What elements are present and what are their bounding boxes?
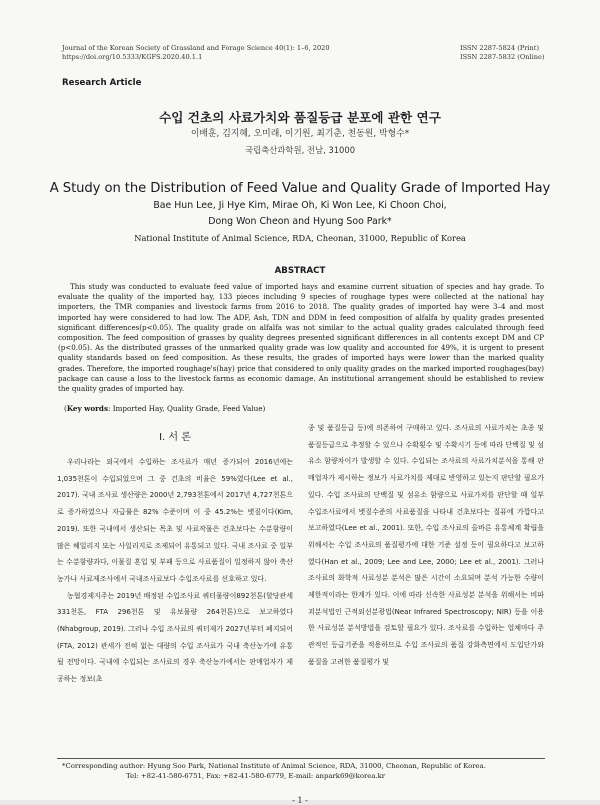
keywords-list: : Imported Hay, Quality Grade, Feed Value [108,404,263,413]
issn-online: ISSN 2287-5832 (Online) [460,53,545,62]
korean-authors: 이배훈, 김지혜, 오미래, 이기원, 최기춘, 천동원, 박형수* [190,129,410,139]
doi-link[interactable]: https://doi.org/10.5333/KGFS.2020.40.1.1 [62,53,203,62]
body-column-left [57,454,293,688]
footnote-contact: Tel: +82-41-580-6751, Fax: +82-41-580-6779, E-mail: anpark69@korea.kr [126,772,386,780]
footnote-corresponding: *Corresponding author: Hyung Soo Park, National Institute of Animal Science, RDA, 31000, Cheonan, Republic of Korea. [62,762,486,770]
page-number: - 1 - [292,796,308,805]
issn-print: ISSN 2287-5824 (Print) [460,44,540,52]
korean-title: 수입 건초의 사료가치와 품질등급 분포에 관한 연구 [159,110,441,125]
english-affiliation: National Institute of Animal Science, RDA, Cheonan, 31000, Republic of Korea [134,233,466,243]
body-column-right [308,420,544,671]
section-heading-introduction: Ⅰ. 서 론 [159,432,191,443]
abstract-heading: ABSTRACT [274,266,326,276]
journal-header [62,44,330,63]
english-authors-line2: Dong Won Cheon and Hyung Soo Park* [208,216,392,227]
footnote [62,761,486,781]
korean-affiliation: 국립축산과학원, 전남, 31000 [244,145,356,155]
keywords: (Key words: Imported Hay, Quality Grade, Feed Value) [64,404,266,413]
footnote-divider [57,758,545,759]
abstract-text: This study was conducted to evaluate feed value of imported hays and examine current situation of species and hay grade. To evaluate the quality of the imported hay, 133 pieces including 9 species of roughage types were collected at the national hay importers, the TMR companies and livestock farms from 2016 to 2018. The quality grades of imported hay were 3–4 and most imported hay were considered to had low. The ADF, Ash, TDN and DDM in feed composition of alfalfa by quality grades presented significant differences(p<0.05). The quality grade on alfalfa was not similar to the actual quality grades calculated through feed composition. The feed composition of grasses by quality degrees presented significant differences in all contents except DM and CP (p<0.05). As the distributed grasses of the unmarked quality grade was low quality and accounted for 49%, it is urgent to present quality standards based on feed composition. As these results, the grades of imported hays were lower than the marked quality grades. Therefore, the imported roughage's(hay) price that considered to only quality grades on the marked imported roughages(bay) package can cause a loss to the livestock farms as economic damage. An institutional arrangement should be established to review the quality grades of imported hay. [58,282,544,394]
english-title: A Study on the Distribution of Feed Value and Quality Grade of Imported Hay [49,181,551,196]
body-paragraph: 우리나라는 외국에서 수입하는 조사료가 매년 증가되어 2016년에는 1,035천톤이 수입되었으며 그 중 건초의 비율은 59%였다(Lee et al., 2017). 국내 조사료 생산량은 2000년 2,793천톤에서 2017년 4,727천톤으로 증가하였으나 자급률은 82% 수준이며 이 중 45.2%는 볏짚이다(Kim, 2019). 또한 국내에서 생산되는 목초 및 사료작물은 건초보다는 수분함량이 많은 헤일리지 또는 사일리지로 조제되어 유통되고 있다. 국내 조사료 중 일부는 수분함량과다, 이물질 혼입 및 부패 등으로 사료품질이 일정하지 않아 축산농가나 사료제조사에서 국내조사료보다 수입조사료를 선호하고 있다. [57,458,293,583]
article-type: Research Article [62,78,142,88]
journal-citation: Journal of the Korean Society of Grassland and Forage Science 40(1): 1–6, 2020 [62,44,330,52]
keywords-label: Key words [66,404,108,413]
english-authors-line1: Bae Hun Lee, Ji Hye Kim, Mirae Oh, Ki Won Lee, Ki Choon Choi, [153,200,447,211]
issn-block [460,44,544,63]
body-paragraph: 종 및 품질등급 등)에 의존하여 구매하고 있다. 조사료의 사료가치는 초종 및 품질등급으로 추정할 수 있으나 수확횟수 및 수확시기 등에 따라 단백질 및 섬유소 함량차이가 발생할 수 있다. 수입되는 조사료의 사료가치분석을 통해 판매업자가 제시하는 정보가 사료가치를 제대로 반영하고 있는지 판단할 필요가 있다. 수입 조사료의 단백질 및 섬유소 함량으로 사료가치를 판단할 때 일부 수입조사료에서 볏짚수준의 사료품질을 나타내 건초보다는 질퓨에 가깝다고 보고하였다(Lee et al., 2001). 또한, 수입 조사료의 올바른 유통체계 확립을 위해서는 수입 조사료의 품질평가에 대한 기준 설정 등이 필요하다고 보고하였다(Han et al., 2009; Lee and Lee, 2000; Lee et al., 2001). 그러나 조사료의 화학적 사료성분 분석은 많은 시간이 소요되며 분석 가능한 수량이 제한적이라는 한계가 있다. 이에 따라 신속한 사료성분 분석을 위해서는 비파괴분석법인 근적외선분광법(Near Infrared Spectroscopy; NIR) 등을 이용한 사료성분 분석방법을 검토할 필요가 있다. 조사료를 수입하는 업체마다 주관적인 등급기준을 적용하므로 수입 조사료의 품질 강화측면에서 도입단가와 품질을 고려한 품질평가 및 [308,424,544,666]
body-paragraph: 농협경제지주는 2019년 배정된 수입조사료 쿼터물량이892천톤(할당관세 331천톤, FTA 296천톤 및 유보물량 264천톤)으로 보고하였다(Nhabgroup, 2019). 그러나 수입 조사료의 쿼터제가 2027년부터 폐지되어(FTA, 2012) 관세가 전혀 없는 대량의 수입 조사료가 국내 축산농가에 유통 될 전망이다. 국내에 수입되는 조사료의 경우 축산농가에서는 판매업자가 제공하는 정보(초 [57,591,293,684]
